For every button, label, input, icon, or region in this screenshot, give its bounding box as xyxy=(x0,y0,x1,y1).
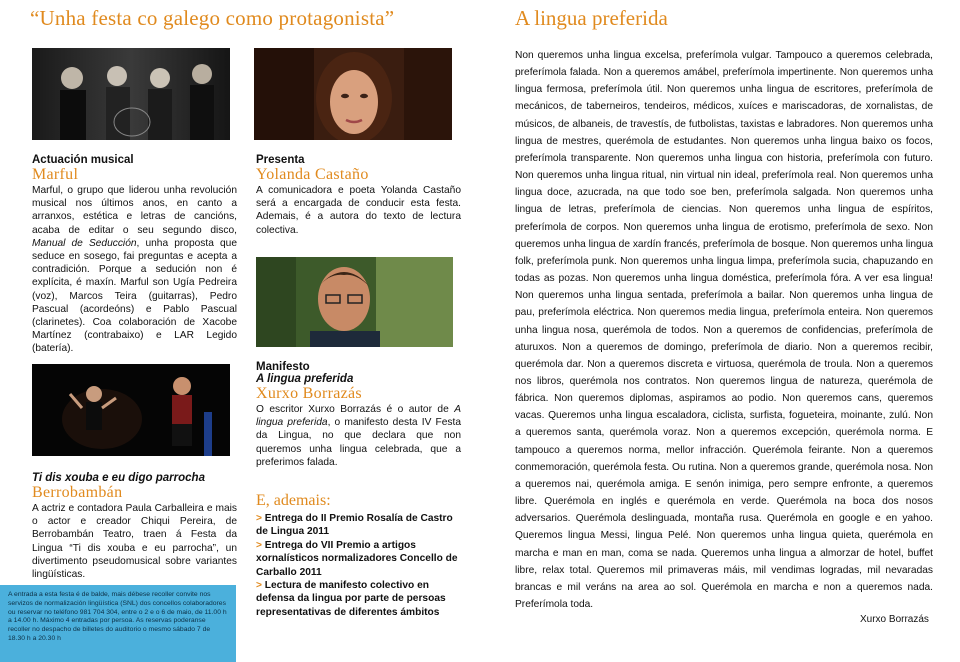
xurxo-subheading: A lingua preferida xyxy=(256,373,354,385)
xurxo-borrazas-photo xyxy=(256,257,453,347)
marful-name: Marful xyxy=(32,166,79,183)
marful-section xyxy=(32,154,237,356)
ademais-item: > Entrega do II Premio Rosalía de Castro de Lingua 2011 xyxy=(256,512,466,539)
ademais-item: > Lectura de manifesto colectivo en defensa da lingua por parte de persoas representativas de diferentes ámbitos xyxy=(256,579,466,619)
manifesto-text: Non queremos unha lingua excelsa, preferímola vulgar. Tampouco a queremos celebrada, preferímola falada. Non a queremos amábel, preferímola impertinente. Non queremos unha lingua fermosa, preferímola útil. Non queremos unha lingua de escritores, preferímola de mecánicos, de taberneiros, tendeiros, médicos, xuíces e mariscadoras, de xornalistas, de músicos, de albaneis, de travestís, de futbolistas, taxistas e labradores. Non queremos unha lingua de mestres, querémola de estudantes. Non queremos unha lingua baixo os focos, preferímola transparente. Non queremos unha lingua con historia, preferímola con futuro. Non queremos unha lingua ritual, nin virtual nin ideal, preferímola real. Non queremos unha lingua doce, azucrada, na que todo soe ben, preferímola salgada. Non queremos unha lingua de letras, preferímola de ciencias. Non queremos unha lingua de espíritos, preferímola de corpos. Non queremos unha lingua de erotismo, preferímola de sexo. Non queremos unha lingua de xardín francés, preferímola de bosque. Non queremos unha lingua folk, preferímola punk. Non queremos unha lingua limpa, preferímola sucia, chapuzando en todas as pozas. Non queremos unha lingua doméstica, preferímola fóra. A ver esa lingua! Non queremos unha lingua sentada, preferímola a bailar. Non queremos unha lingua de pau, preferímola eléctrica. Non queremos media lingua, preferímola enteira. Non queremos unha lingua nosa, querémola de todos. Non a queremos de confidencias, preferímola de aturuxos. Non a queremos de domingo, preferímola de diario. Non a queremos recibir, querémola dar. Non a queremos discreta e virtuosa, querémola de troula. Non a queremos nos libros, querémola nos contratos. Non queremos lingua de natureza, querémola de fábrica. Non queremos diplomas, aspiramos ao podio. Non queremos cans, queremos vacas. Queremos unha lingua escaladora, ciclista, surfista, fogueteira, moinante, zulú. Non a queremos santa, querémola voraz. Non a queremos excepción, querémola norma. E tampouco a queremos norma, mellor infracción. Querémola feirante. Non a queremos conmemoración, querémola festa. Ou rutina. Non a queremos grande, querémola nosa. Non a queremos nai, querémola amiga. E senón inimiga, pero sempre enfronte, a queremos libre. Querémola en inglés e querémola en verde. Querémola na boca dos nosos adversarios. Querémola deslinguada, montaña rusa. Querémola en google e en yahoo. Queremos lingua Messi, lingua Pelé. Non queremos unha lingua quieta, querémola en marcha e man en man, coma se nada. Queremos unha lingua a almorzar de hotel, buffet libre, relax total. Queremos mil primaveras máis, mil vendimas logradas, mil nevaradas brancas e mil veráns na area ao sol. Querémola en marcha e non a queremos nada. Preferímola toda. xyxy=(515,50,933,610)
berrobamban-section xyxy=(32,472,237,581)
right-page-title: A lingua preferida xyxy=(515,6,668,30)
ademais-title: E, ademais: xyxy=(256,492,331,509)
xurxo-name: Xurxo Borrazás xyxy=(256,385,362,402)
berrobamban-text: A actriz e contadora Paula Carballeira e mais o actor e creador Chiqui Pereira, de Berrobambán Teatro, traen á Festa da Lingua “Ti dis xouba e eu parrocha”, un divertimento pseudomusical sobre variantes lingüísticas. xyxy=(32,503,237,581)
xurxo-heading: Manifesto xyxy=(256,361,310,373)
yolanda-section xyxy=(256,154,461,237)
xurxo-text: O escritor Xurxo Borrazás é o autor de A lingua preferida, o manifesto desta IV Festa da Lingua, no que declara que non queremos unha lingua celebrada, que a preferimos falada. xyxy=(256,404,462,468)
yolanda-heading: Presenta xyxy=(256,154,305,166)
berrobamban-heading: Ti dis xouba e eu digo parrocha xyxy=(32,472,205,484)
yolanda-text: A comunicadora e poeta Yolanda Castaño será a encargada de conducir esta festa. Ademais, é a autora do texto de lectura colectiva. xyxy=(256,185,461,236)
yolanda-name: Yolanda Castaño xyxy=(256,166,369,183)
ademais-item: > Entrega do VII Premio a artigos xornalísticos normalizadores Concello de Carballo 2011 xyxy=(256,539,466,579)
marful-photo xyxy=(32,48,230,140)
ademais-list xyxy=(256,512,466,619)
marful-text: Marful, o grupo que liderou unha revolución musical nos últimos anos, en canto a arranxos, estética e letras de cancións, acaba de editar o seu segundo disco, Manual de Seducción, unha proposta que seduce en sosego, fai preguntas e acepta a contradición. Porque a sedución non é explícita, é maxín. Marful son Ugía Pedreira (voz), Marcos Teira (guitarras), Pedro Pascual (acordeóns) e Pablo Pascual (clarinetes). Coa colaboración de Xacobe Martínez (contrabaixo) e LAR Legido (batería). xyxy=(32,185,237,355)
xurxo-section xyxy=(256,361,461,469)
yolanda-castano-photo xyxy=(254,48,452,140)
ticket-info-box: A entrada a esta festa é de balde, mais débese recoller convite nos servizos de normalización lingüística (SNL) dos concellos colaboradores ou reservar no teléfono 981 704 304, entre o 2 e o 6 de maio, de 11.00 h a 14.00 h. Máximo 4 entradas por persoa. As reservas poderanse recoller no despacho de billetes do auditorio o mesmo sábado 7 de 18.30 h a 20.30 h xyxy=(0,585,236,662)
marful-heading: Actuación musical xyxy=(32,154,134,166)
left-page-title: “Unha festa co galego como protagonista” xyxy=(30,6,395,30)
berrobamban-name: Berrobambán xyxy=(32,484,123,501)
manifesto-signature: Xurxo Borrazás xyxy=(860,614,929,625)
berrobamban-photo xyxy=(32,364,230,456)
